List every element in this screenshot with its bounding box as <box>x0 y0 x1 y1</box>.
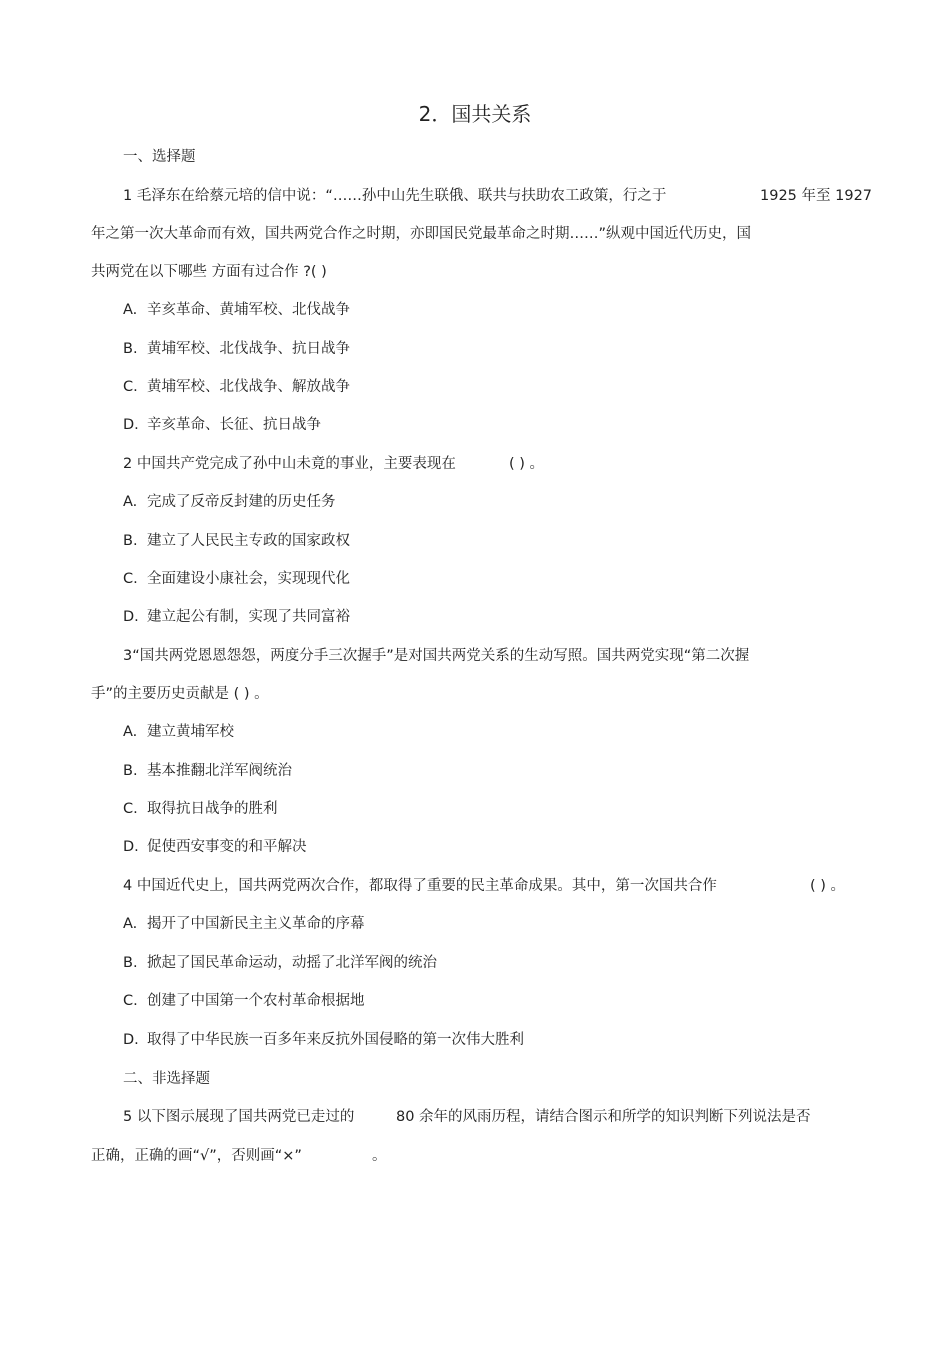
question-4-option-c: C. 创建了中国第一个农村革命根据地 <box>123 993 365 1009</box>
page-title: 2．国共关系 <box>418 102 532 126</box>
section-heading-non-choice: 二、非选择题 <box>123 1071 210 1087</box>
question-1-option-a: A. 辛亥革命、黄埔军校、北伐战争 <box>123 302 350 318</box>
question-2-line-1: 2 中国共产党完成了孙中山未竟的事业，主要表现在 <box>123 456 456 472</box>
question-4-option-a: A. 揭开了中国新民主主义革命的序幕 <box>123 916 365 932</box>
question-3-line-1: 3“国共两党恩恩怨怨，两度分手三次握手”是对国共两党关系的生动写照。国共两党实现“第二次握 <box>123 648 750 664</box>
question-1-line-2: 年之第一次大革命而有效，国共两党合作之时期，亦即国民党最革命之时期……”纵观中国近代历史，国 <box>91 226 752 242</box>
question-3-option-a: A. 建立黄埔军校 <box>123 724 234 740</box>
question-3-line-2: 手”的主要历史贡献是 ( ) 。 <box>91 686 269 702</box>
question-2-option-c: C. 全面建设小康社会，实现现代化 <box>123 571 350 587</box>
question-5-line-1: 5 以下图示展现了国共两党已走过的 <box>123 1109 355 1125</box>
question-1-line-1-tail: 1925 年至 1927 <box>760 188 873 204</box>
question-1-line-3: 共两党在以下哪些 方面有过合作 ?( ) <box>91 264 327 280</box>
question-2-line-1-tail: ( ) 。 <box>509 456 545 472</box>
question-1-line-1: 1 毛泽东在给蔡元培的信中说：“……孙中山先生联俄、联共与扶助农工政策，行之于 <box>123 188 667 204</box>
question-4-line-1-tail: ( ) 。 <box>810 878 846 894</box>
question-4-option-b: B. 掀起了国民革命运动，动摇了北洋军阀的统治 <box>123 955 437 971</box>
question-1-option-d: D. 辛亥革命、长征、抗日战争 <box>123 417 321 433</box>
question-5-line-1-tail: 80 余年的风雨历程，请结合图示和所学的知识判断下列说法是否 <box>396 1109 811 1125</box>
question-1-option-c: C. 黄埔军校、北伐战争、解放战争 <box>123 379 350 395</box>
question-5-line-2-tail: 。 <box>372 1148 387 1164</box>
question-2-option-d: D. 建立起公有制，实现了共同富裕 <box>123 609 350 625</box>
question-4-option-d: D. 取得了中华民族一百多年来反抗外国侵略的第一次伟大胜利 <box>123 1032 524 1048</box>
section-heading-choice: 一、选择题 <box>123 149 196 165</box>
question-2-option-a: A. 完成了反帝反封建的历史任务 <box>123 494 336 510</box>
question-3-option-c: C. 取得抗日战争的胜利 <box>123 801 278 817</box>
question-5-line-2: 正确，正确的画“√”，否则画“×” <box>91 1148 302 1164</box>
question-3-option-b: B. 基本推翻北洋军阀统治 <box>123 763 292 779</box>
question-2-option-b: B. 建立了人民民主专政的国家政权 <box>123 533 350 549</box>
question-1-option-b: B. 黄埔军校、北伐战争、抗日战争 <box>123 341 350 357</box>
question-4-line-1: 4 中国近代史上，国共两党两次合作，都取得了重要的民主革命成果。其中，第一次国共合作 <box>123 878 717 894</box>
question-3-option-d: D. 促使西安事变的和平解决 <box>123 839 307 855</box>
